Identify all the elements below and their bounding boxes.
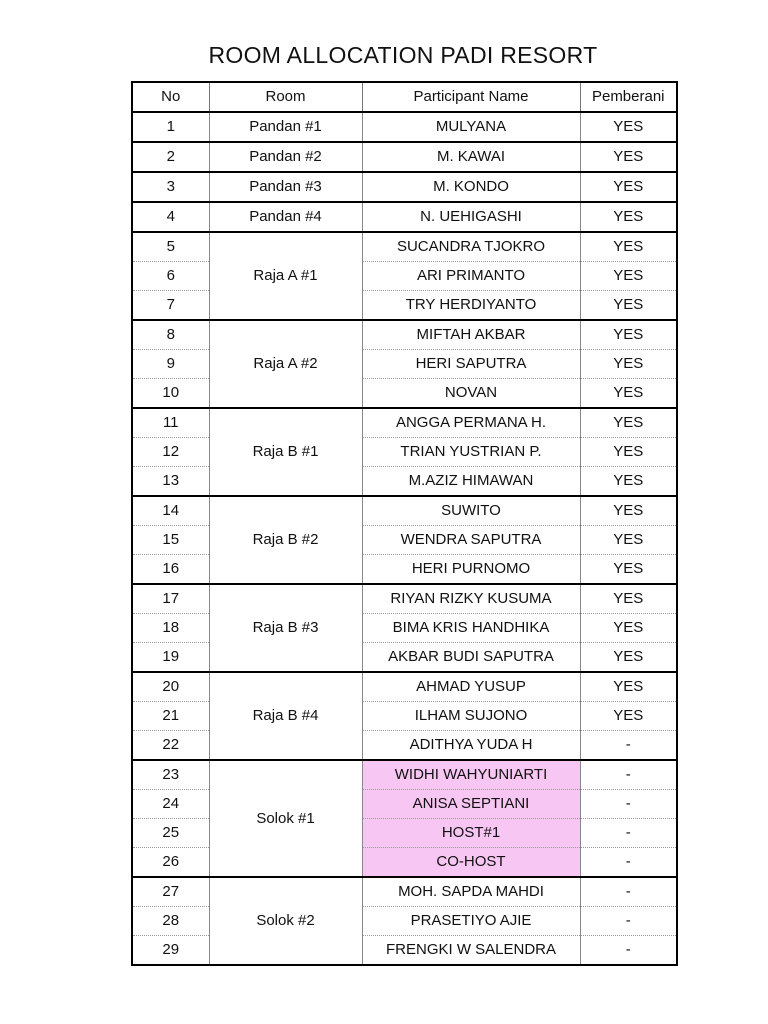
cell-no: 22 <box>132 731 209 761</box>
cell-participant-name: WENDRA SAPUTRA <box>362 526 580 555</box>
cell-room: Raja B #4 <box>209 672 362 760</box>
cell-participant-name: MOH. SAPDA MAHDI <box>362 877 580 907</box>
cell-no: 21 <box>132 702 209 731</box>
table-row <box>132 672 677 702</box>
cell-no: 11 <box>132 408 209 438</box>
cell-pemberani: YES <box>580 702 677 731</box>
table-row <box>132 877 677 907</box>
cell-pemberani: YES <box>580 438 677 467</box>
cell-no: 25 <box>132 819 209 848</box>
cell-no: 4 <box>132 202 209 232</box>
cell-room: Raja B #3 <box>209 584 362 672</box>
cell-room: Pandan #2 <box>209 142 362 172</box>
cell-no: 1 <box>132 112 209 142</box>
cell-no: 14 <box>132 496 209 526</box>
cell-participant-name: FRENGKI W SALENDRA <box>362 936 580 966</box>
cell-no: 8 <box>132 320 209 350</box>
cell-pemberani: YES <box>580 408 677 438</box>
cell-no: 16 <box>132 555 209 585</box>
table-row <box>132 232 677 262</box>
column-header-pemberani: Pemberani <box>580 82 677 112</box>
cell-pemberani: - <box>580 848 677 878</box>
cell-participant-name: ANISA SEPTIANI <box>362 790 580 819</box>
cell-participant-name: M.AZIZ HIMAWAN <box>362 467 580 497</box>
page-title: ROOM ALLOCATION PADI RESORT <box>208 42 598 68</box>
cell-participant-name: AKBAR BUDI SAPUTRA <box>362 643 580 673</box>
cell-participant-name: N. UEHIGASHI <box>362 202 580 232</box>
cell-no: 12 <box>132 438 209 467</box>
cell-participant-name: MULYANA <box>362 112 580 142</box>
cell-participant-name: ADITHYA YUDA H <box>362 731 580 761</box>
cell-participant-name: ILHAM SUJONO <box>362 702 580 731</box>
cell-room: Solok #1 <box>209 760 362 877</box>
cell-participant-name: WIDHI WAHYUNIARTI <box>362 760 580 790</box>
cell-participant-name: TRY HERDIYANTO <box>362 291 580 321</box>
cell-room: Pandan #1 <box>209 112 362 142</box>
cell-no: 15 <box>132 526 209 555</box>
cell-pemberani: YES <box>580 291 677 321</box>
cell-no: 18 <box>132 614 209 643</box>
table-row <box>132 760 677 790</box>
cell-no: 6 <box>132 262 209 291</box>
cell-participant-name: MIFTAH AKBAR <box>362 320 580 350</box>
cell-participant-name: ARI PRIMANTO <box>362 262 580 291</box>
cell-room: Raja B #1 <box>209 408 362 496</box>
cell-no: 28 <box>132 907 209 936</box>
table-row <box>132 320 677 350</box>
cell-participant-name: HERI SAPUTRA <box>362 350 580 379</box>
cell-participant-name: TRIAN YUSTRIAN P. <box>362 438 580 467</box>
cell-pemberani: YES <box>580 643 677 673</box>
table-row <box>132 142 677 172</box>
cell-room: Raja B #2 <box>209 496 362 584</box>
cell-room: Pandan #4 <box>209 202 362 232</box>
cell-no: 13 <box>132 467 209 497</box>
cell-pemberani: - <box>580 936 677 966</box>
cell-no: 10 <box>132 379 209 409</box>
cell-pemberani: YES <box>580 584 677 614</box>
cell-participant-name: M. KAWAI <box>362 142 580 172</box>
cell-no: 26 <box>132 848 209 878</box>
cell-participant-name: AHMAD YUSUP <box>362 672 580 702</box>
cell-participant-name: HOST#1 <box>362 819 580 848</box>
cell-pemberani: YES <box>580 142 677 172</box>
table-row <box>132 584 677 614</box>
cell-no: 23 <box>132 760 209 790</box>
table-row <box>132 496 677 526</box>
cell-pemberani: - <box>580 790 677 819</box>
cell-room: Raja A #1 <box>209 232 362 320</box>
room-allocation-table <box>131 81 678 966</box>
cell-pemberani: - <box>580 760 677 790</box>
cell-pemberani: YES <box>580 496 677 526</box>
cell-participant-name: HERI PURNOMO <box>362 555 580 585</box>
cell-participant-name: PRASETIYO AJIE <box>362 907 580 936</box>
cell-no: 17 <box>132 584 209 614</box>
cell-pemberani: YES <box>580 614 677 643</box>
cell-participant-name: SUWITO <box>362 496 580 526</box>
cell-pemberani: - <box>580 731 677 761</box>
cell-participant-name: RIYAN RIZKY KUSUMA <box>362 584 580 614</box>
cell-participant-name: NOVAN <box>362 379 580 409</box>
cell-participant-name: BIMA KRIS HANDHIKA <box>362 614 580 643</box>
cell-room: Raja A #2 <box>209 320 362 408</box>
cell-pemberani: YES <box>580 232 677 262</box>
cell-pemberani: YES <box>580 467 677 497</box>
table-row <box>132 172 677 202</box>
cell-pemberani: - <box>580 907 677 936</box>
cell-pemberani: YES <box>580 672 677 702</box>
cell-pemberani: - <box>580 877 677 907</box>
table-row <box>132 112 677 142</box>
cell-room: Pandan #3 <box>209 172 362 202</box>
cell-pemberani: YES <box>580 350 677 379</box>
cell-room: Solok #2 <box>209 877 362 965</box>
cell-pemberani: YES <box>580 202 677 232</box>
table-row <box>132 408 677 438</box>
table-row <box>132 202 677 232</box>
cell-no: 3 <box>132 172 209 202</box>
cell-no: 27 <box>132 877 209 907</box>
cell-pemberani: YES <box>580 262 677 291</box>
cell-no: 19 <box>132 643 209 673</box>
cell-participant-name: SUCANDRA TJOKRO <box>362 232 580 262</box>
cell-no: 20 <box>132 672 209 702</box>
cell-pemberani: YES <box>580 379 677 409</box>
cell-pemberani: - <box>580 819 677 848</box>
cell-no: 2 <box>132 142 209 172</box>
cell-no: 29 <box>132 936 209 966</box>
cell-no: 5 <box>132 232 209 262</box>
column-header-no: No <box>132 82 209 112</box>
cell-pemberani: YES <box>580 320 677 350</box>
cell-participant-name: CO-HOST <box>362 848 580 878</box>
cell-no: 24 <box>132 790 209 819</box>
cell-no: 9 <box>132 350 209 379</box>
cell-participant-name: M. KONDO <box>362 172 580 202</box>
table-body <box>132 112 677 965</box>
cell-pemberani: YES <box>580 526 677 555</box>
cell-pemberani: YES <box>580 555 677 585</box>
cell-no: 7 <box>132 291 209 321</box>
cell-participant-name: ANGGA PERMANA H. <box>362 408 580 438</box>
cell-pemberani: YES <box>580 112 677 142</box>
column-header-participant-name: Participant Name <box>362 82 580 112</box>
column-header-room: Room <box>209 82 362 112</box>
cell-pemberani: YES <box>580 172 677 202</box>
table-header-row <box>132 82 677 112</box>
